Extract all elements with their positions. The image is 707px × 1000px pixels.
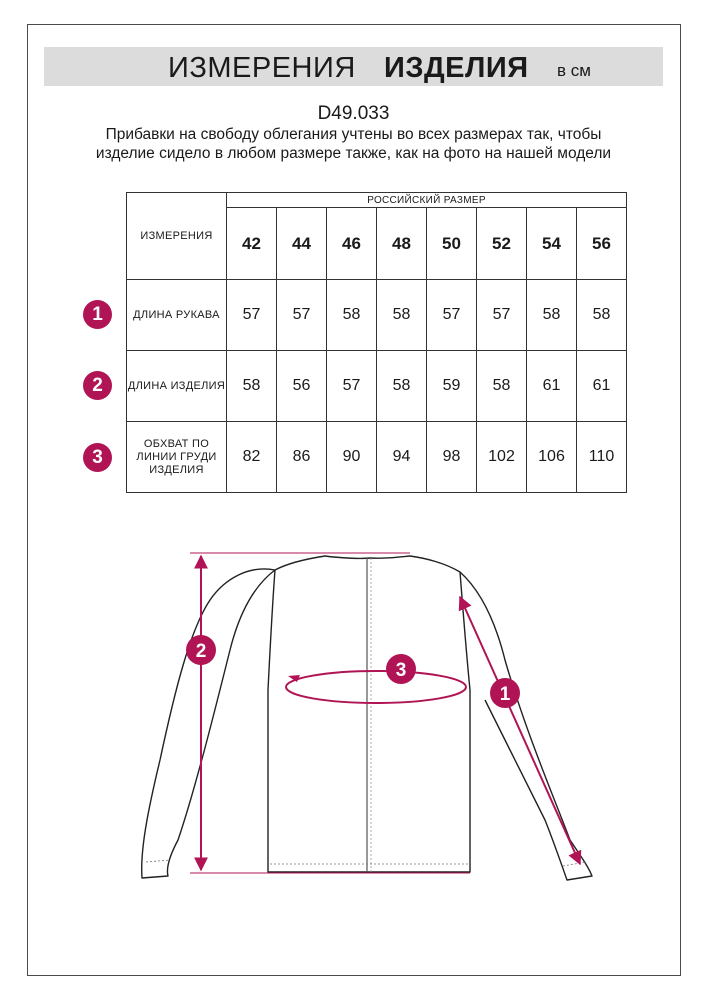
diagram-marker-2-label: 2 [195,641,207,662]
size-header: 42 [227,208,277,280]
fit-note: Прибавки на свободу облегания учтены во всех размерах так, чтобы изделие сидело в любом размере также, как на фото на нашей модели [95,126,612,162]
article-number: D49.033 [317,103,390,124]
diagram-marker-3-label: 3 [395,660,407,681]
table-cell: 58 [527,280,577,351]
table-cell: 61 [527,351,577,422]
table-cell: 57 [477,280,527,351]
table-cell: 90 [327,422,377,493]
table-cell: 58 [377,280,427,351]
row-marker-2: 2 [83,371,112,400]
size-header: 52 [477,208,527,280]
table-cell: 110 [577,422,627,493]
table-cell: 94 [377,422,427,493]
measurements-header: ИЗМЕРЕНИЯ [127,193,227,280]
table-cell: 86 [277,422,327,493]
size-header: 44 [277,208,327,280]
diagram-marker-1 [490,678,520,708]
table-cell: 106 [527,422,577,493]
table-cell: 57 [427,280,477,351]
table-cell: 82 [227,422,277,493]
table-cell: 98 [427,422,477,493]
table-cell: 58 [577,280,627,351]
chest-ellipse [286,671,466,703]
table-cell: 58 [227,351,277,422]
title-product: ИЗДЕЛИЯ [384,52,529,84]
size-header: 48 [377,208,427,280]
diagram-marker-3 [386,654,416,684]
table-cell: 102 [477,422,527,493]
row-marker-1: 1 [83,300,112,329]
size-system-header: РОССИЙСКИЙ РАЗМЕР [227,193,627,208]
row-label-chest-girth: ОБХВАТ ПО ЛИНИИ ГРУДИ ИЗДЕЛИЯ [127,422,227,493]
table-cell: 61 [577,351,627,422]
row-label-product-length: ДЛИНА ИЗДЕЛИЯ [127,351,227,422]
size-header: 50 [427,208,477,280]
diagram-marker-2 [186,635,216,665]
title-measurements: ИЗМЕРЕНИЯ [168,52,356,84]
size-header: 46 [327,208,377,280]
table-cell: 57 [227,280,277,351]
diagram-marker-1-label: 1 [499,684,511,705]
sleeve-arrow [460,597,580,864]
table-cell: 57 [277,280,327,351]
size-header: 54 [527,208,577,280]
table-cell: 57 [327,351,377,422]
size-header: 56 [577,208,627,280]
table-cell: 56 [277,351,327,422]
table-cell: 59 [427,351,477,422]
table-cell: 58 [327,280,377,351]
table-cell: 58 [377,351,427,422]
row-label-sleeve-length: ДЛИНА РУКАВА [127,280,227,351]
table-cell: 58 [477,351,527,422]
title-unit: в см [557,61,591,80]
row-marker-3: 3 [83,443,112,472]
